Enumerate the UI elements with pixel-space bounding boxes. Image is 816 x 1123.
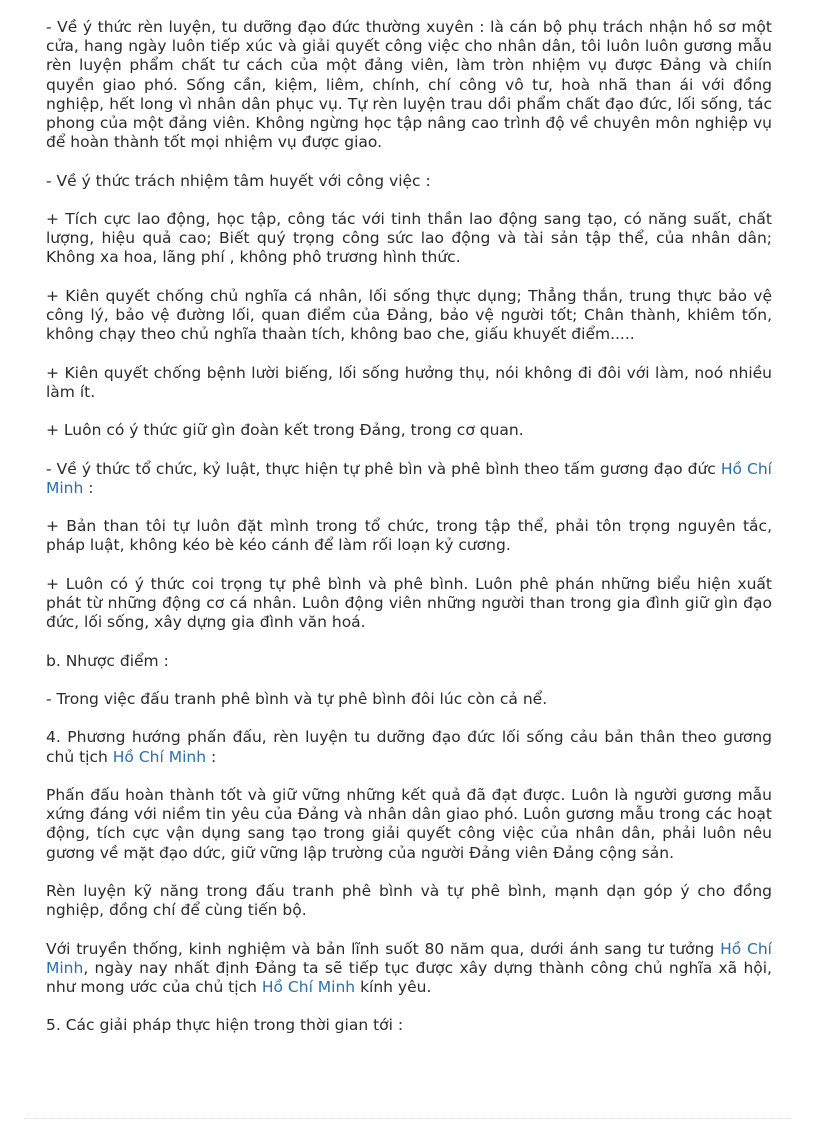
paragraph-text: + Kiên quyết chống bệnh lười biếng, lối sống hưởng thụ, nói không đi đôi với làm, noó nhiều làm ít. xyxy=(46,363,772,401)
paragraph xyxy=(46,421,772,440)
paragraph xyxy=(46,786,772,863)
paragraph-text: , ngày nay nhất định Đảng ta sẽ tiếp tục được xây dựng thành công chủ nghĩa xã hội, như mong ước của chủ tịch xyxy=(46,958,772,996)
paragraph-text: + Bản than tôi tự luôn đặt mình trong tổ chức, trong tập thể, phải tôn trọng nguyên tắc, pháp luật, không kéo bè kéo cánh để làm rối loạn kỷ cương. xyxy=(46,517,772,555)
paragraph-text: - Trong việc đấu tranh phê bình và tự phê bình đôi lúc còn cả nể. xyxy=(46,689,548,708)
paragraph-text: b. Nhược điểm : xyxy=(46,651,169,670)
paragraph-text: : xyxy=(206,747,217,766)
ho-chi-minh-link[interactable]: Hồ Chí Minh xyxy=(46,939,772,977)
paragraph xyxy=(46,517,772,555)
paragraph-text: + Kiên quyết chống chủ nghĩa cá nhân, lối sống thực dụng; Thẳng thắn, trung thực bảo vệ công lý, bảo vệ đường lối, quan điểm của Đảng, bảo vệ người tốt; Chân thành, khiêm tốn, không chạy theo chủ nghĩa thaàn tích, không bao che, giấu khuyết điểm..... xyxy=(46,286,772,344)
paragraph-text: kính yêu. xyxy=(355,977,432,996)
paragraph xyxy=(46,690,772,709)
paragraph-text: 4. Phương hướng phấn đấu, rèn luyện tu dưỡng đạo đức lối sống cảu bản thân theo gương chủ tịch xyxy=(46,728,772,766)
paragraph xyxy=(46,940,772,998)
paragraph-text: Rèn luyện kỹ năng trong đấu tranh phê bình và tự phê bình, mạnh dạn góp ý cho đồng nghiệp, đồng chí để cùng tiến bộ. xyxy=(46,881,772,920)
ho-chi-minh-link[interactable]: Hồ Chí Minh xyxy=(112,747,207,766)
paragraph-text: Phấn đấu hoàn thành tốt và giữ vững những kết quả đã đạt được. Luôn là người gương mẫu xứng đáng với niềm tin yêu của Đảng và nhân dân giao phó. Luôn gương mẫu trong các hoạt động, tích cực vận dụng sang tạo trong giải quyết công việc của nhân dân, phải luôn nêu gương về mặt đạo dức, giữ vững lập trường của người Đảng viên Đảng cộng sản. xyxy=(46,785,772,862)
ho-chi-minh-link[interactable]: Hồ Chí Minh xyxy=(261,977,356,996)
paragraph-text: : xyxy=(83,478,94,497)
paragraph-text: - Về ý thức rèn luyện, tu dưỡng đạo đức thường xuyên : là cán bộ phụ trách nhận hồ sơ một cửa, hang ngày luôn tiếp xúc và giải quyết công việc cho nhân dân, tôi luôn luôn gương mẫu rèn luyện phẩm chất tư cách của một đảng viên, làm tròn nhiệm vụ được Đảng và chiín quyền giao phó. Sống cần, kiệm, liêm, chính, chí công vô tư, hoà nhã than ái với đồng nghiệp, hết long vì nhân dân phục vụ. Tự rèn luyện trau dồi phẩm chất đạo đức, lối sống, tác phong của một đảng viên. Không ngừng học tập nâng cao trình độ về chuyên môn nghiệp vụ để hoàn thành tốt mọi nhiệm vụ được giao. xyxy=(46,18,772,152)
paragraph-text: - Về ý thức trách nhiệm tâm huyết với công việc : xyxy=(46,171,431,190)
paragraph-text: + Luôn có ý thức giữ gìn đoàn kết trong Đảng, trong cơ quan. xyxy=(46,421,524,440)
section-heading xyxy=(46,728,772,766)
section-heading xyxy=(46,652,772,671)
paragraph-text: - Về ý thức tổ chức, kỷ luật, thực hiện tự phê bìn và phê bình theo tấm gương đạo đức xyxy=(46,459,721,478)
paragraph xyxy=(46,460,772,498)
paragraph-text: 5. Các giải pháp thực hiện trong thời gian tới : xyxy=(46,1016,404,1035)
section-heading xyxy=(46,1016,772,1035)
paragraph xyxy=(46,210,772,268)
paragraph xyxy=(46,364,772,402)
paragraph xyxy=(46,882,772,920)
paragraph-text: + Luôn có ý thức coi trọng tự phê bình và phê bình. Luôn phê phán những biểu hiện xuất phát từ những động cơ cá nhân. Luôn động viên những người than trong gia đình giữ gìn đạo đức, lối sống, xây dựng gia đình văn hoá. xyxy=(46,574,772,632)
paragraph xyxy=(46,18,772,152)
paragraph-text: Với truyền thống, kinh nghiệm và bản lĩnh suốt 80 năm qua, dưới ánh sang tư tưởng xyxy=(46,939,721,958)
paragraph xyxy=(46,575,772,633)
ho-chi-minh-link[interactable]: Hồ Chí Minh xyxy=(46,459,772,497)
document-body xyxy=(46,18,772,1055)
paragraph xyxy=(46,287,772,345)
page-bottom-divider xyxy=(24,1118,792,1119)
paragraph xyxy=(46,172,772,191)
paragraph-text: + Tích cực lao động, học tập, công tác với tinh thần lao động sang tạo, có năng suất, chất lượng, hiệu quả cao; Biết quý trọng công sức lao động và tài sản tập thể, của nhân dân; Không xa hoa, lãng phí , không phô trương hình thức. xyxy=(46,210,772,267)
